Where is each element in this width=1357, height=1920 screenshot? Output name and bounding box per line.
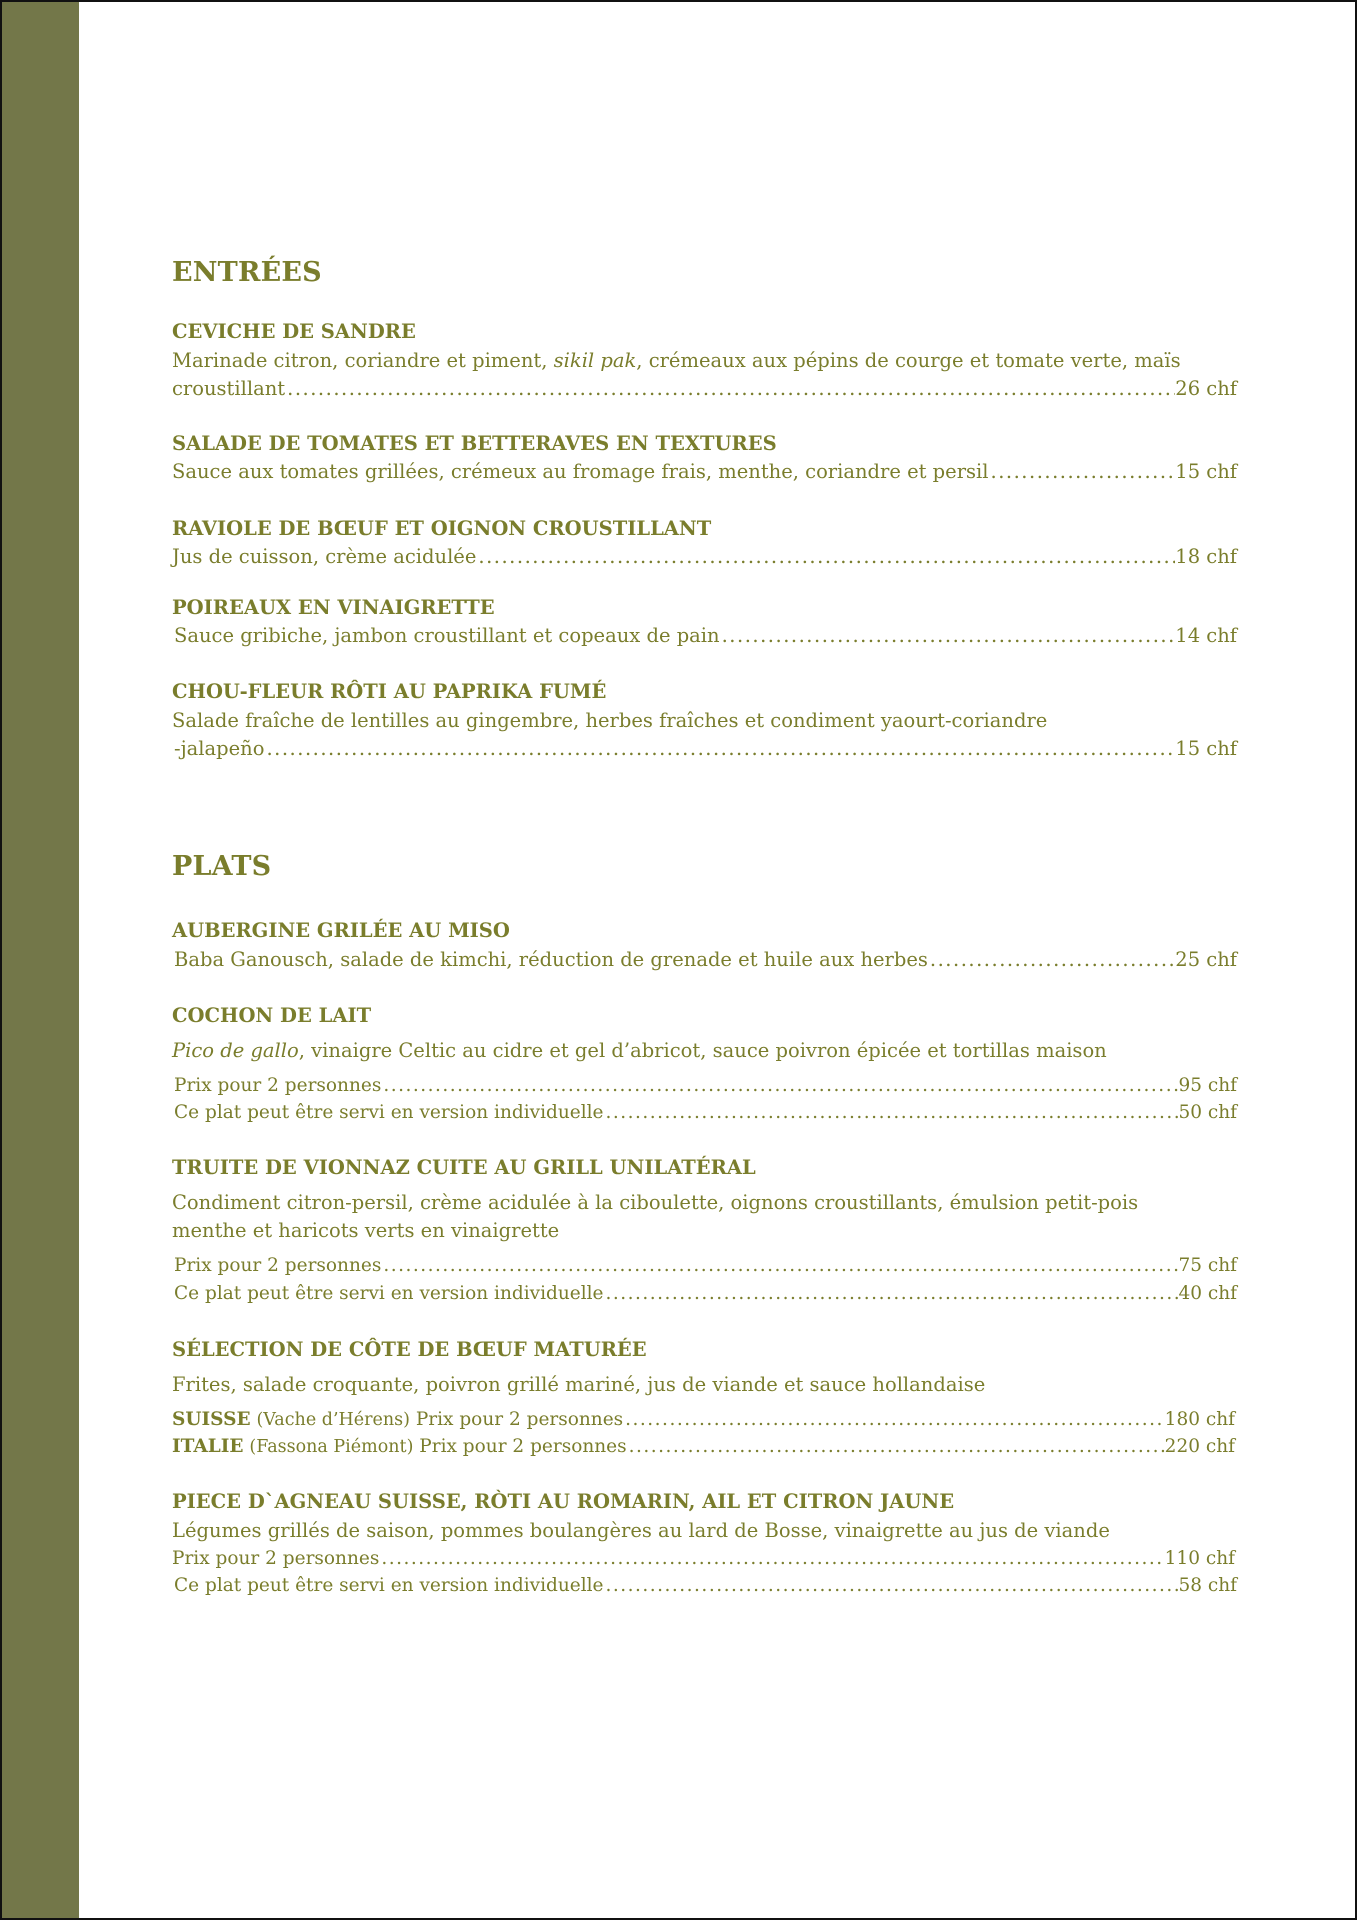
price-label: Sauce gribiche, jambon croustillant et copeaux de pain — [174, 624, 720, 647]
price: 25 chf — [1175, 948, 1237, 971]
price-label: Ce plat peut être servi en version individuelle — [174, 1575, 604, 1596]
dot-leader — [603, 1572, 1178, 1599]
price-label: Ce plat peut être servi en version individuelle — [174, 1102, 604, 1123]
dot-leader — [381, 1072, 1178, 1099]
price-line-cochon-individual — [172, 1099, 1237, 1126]
price: 50 chf — [1178, 1102, 1237, 1123]
price-line-cochon-2p — [172, 1072, 1237, 1099]
price-label: Sauce aux tomates grillées, crémeux au fromage frais, menthe, coriandre et persil — [172, 460, 989, 483]
price-line-boeuf-suisse — [172, 1406, 1235, 1433]
dish-description-cochon: Pico de gallo, vinaigre Celtic au cidre et gel d’abricot, sauce poivron épicée et tortillas maison — [172, 1039, 1107, 1062]
price-line-raviole — [172, 543, 1237, 570]
dish-name-raviole: RAVIOLE DE BŒUF ET OIGNON CROUSTILLANT — [172, 517, 712, 540]
price-line-ceviche — [172, 375, 1237, 402]
price-label: Jus de cuisson, crème acidulée — [172, 545, 477, 568]
dish-name-cote-de-boeuf: SÉLECTION DE CÔTE DE BŒUF MATURÉE — [172, 1338, 647, 1361]
dish-description-truite-line1: Condiment citron-persil, crème acidulée à la ciboulette, oignons croustillants, émulsion petit-pois — [172, 1191, 1139, 1214]
price: 18 chf — [1175, 545, 1237, 568]
price-line-agneau-2p — [172, 1545, 1235, 1572]
price-line-salade-tomates — [172, 458, 1237, 485]
price-line-truite-individual — [172, 1280, 1237, 1307]
dish-description-ceviche: Marinade citron, coriandre et piment, sikil pak, crémeaux aux pépins de courge et tomate verte, maïs — [172, 349, 1181, 372]
price-line-agneau-individual — [172, 1572, 1237, 1599]
dish-name-poireaux: POIREAUX EN VINAIGRETTE — [172, 596, 495, 619]
price: 110 chf — [1164, 1548, 1235, 1569]
price-label: Prix pour 2 personnes — [174, 1075, 382, 1096]
dish-name-salade-tomates: SALADE DE TOMATES ET BETTERAVES EN TEXTURES — [172, 432, 777, 455]
price-label: -jalapeño — [174, 737, 265, 760]
price: 40 chf — [1178, 1283, 1237, 1304]
dish-description-agneau: Légumes grillés de saison, pommes boulangères au lard de Bosse, vinaigrette au jus de viande — [172, 1519, 1110, 1542]
price-line-poireaux — [172, 622, 1237, 649]
dot-leader — [603, 1280, 1178, 1307]
dot-leader — [285, 375, 1175, 402]
price: 14 chf — [1175, 624, 1237, 647]
price-label: Prix pour 2 personnes — [174, 1255, 382, 1276]
dish-description-cote-de-boeuf: Frites, salade croquante, poivron grillé mariné, jus de viande et sauce hollandaise — [172, 1373, 986, 1396]
dish-name-agneau: PIECE D`AGNEAU SUISSE, RÒTI AU ROMARIN, AIL ET CITRON JAUNE — [172, 1490, 955, 1513]
dot-leader — [623, 1406, 1165, 1433]
sidebar-band — [2, 2, 79, 1918]
price-label: Ce plat peut être servi en version individuelle — [174, 1283, 604, 1304]
dot-leader — [476, 543, 1175, 570]
dot-leader — [379, 1545, 1164, 1572]
price: 75 chf — [1178, 1255, 1237, 1276]
dish-description-truite-line2: menthe et haricots verts en vinaigrette — [172, 1219, 560, 1242]
dot-leader — [928, 946, 1175, 973]
dot-leader — [720, 622, 1176, 649]
price-line-aubergine — [172, 946, 1237, 973]
price-line-truite-2p — [172, 1252, 1237, 1279]
dot-leader — [381, 1252, 1178, 1279]
price: 15 chf — [1175, 737, 1237, 760]
dot-leader — [989, 458, 1176, 485]
section-title-entrees: ENTRÉES — [172, 257, 322, 288]
price: 26 chf — [1175, 377, 1237, 400]
price: 95 chf — [1178, 1075, 1237, 1096]
price-label: SUISSE (Vache d’Hérens) Prix pour 2 personnes — [172, 1409, 624, 1430]
dot-leader — [603, 1099, 1178, 1126]
dish-name-truite: TRUITE DE VIONNAZ CUITE AU GRILL UNILATÉRAL — [172, 1156, 756, 1179]
price-label: Prix pour 2 personnes — [172, 1548, 380, 1569]
price: 15 chf — [1175, 460, 1237, 483]
price-line-boeuf-italie — [172, 1433, 1235, 1460]
price: 180 chf — [1164, 1409, 1235, 1430]
price: 58 chf — [1178, 1575, 1237, 1596]
price-label: ITALIE (Fassona Piémont) Prix pour 2 personnes — [172, 1436, 627, 1457]
price: 220 chf — [1164, 1436, 1235, 1457]
dot-leader — [627, 1433, 1165, 1460]
dish-description-chou-fleur: Salade fraîche de lentilles au gingembre, herbes fraîches et condiment yaourt-coriandre — [172, 709, 1048, 732]
price-label: Baba Ganousch, salade de kimchi, réduction de grenade et huile aux herbes — [174, 948, 928, 971]
section-title-plats: PLATS — [172, 851, 272, 882]
dish-name-cochon: COCHON DE LAIT — [172, 1004, 372, 1027]
price-line-chou-fleur — [172, 735, 1237, 762]
dish-name-chou-fleur: CHOU-FLEUR RÔTI AU PAPRIKA FUMÉ — [172, 680, 607, 703]
dish-name-ceviche: CEVICHE DE SANDRE — [172, 320, 416, 343]
price-label: croustillant — [172, 377, 286, 400]
dish-name-aubergine: AUBERGINE GRILÉE AU MISO — [172, 919, 510, 942]
dot-leader — [264, 735, 1175, 762]
